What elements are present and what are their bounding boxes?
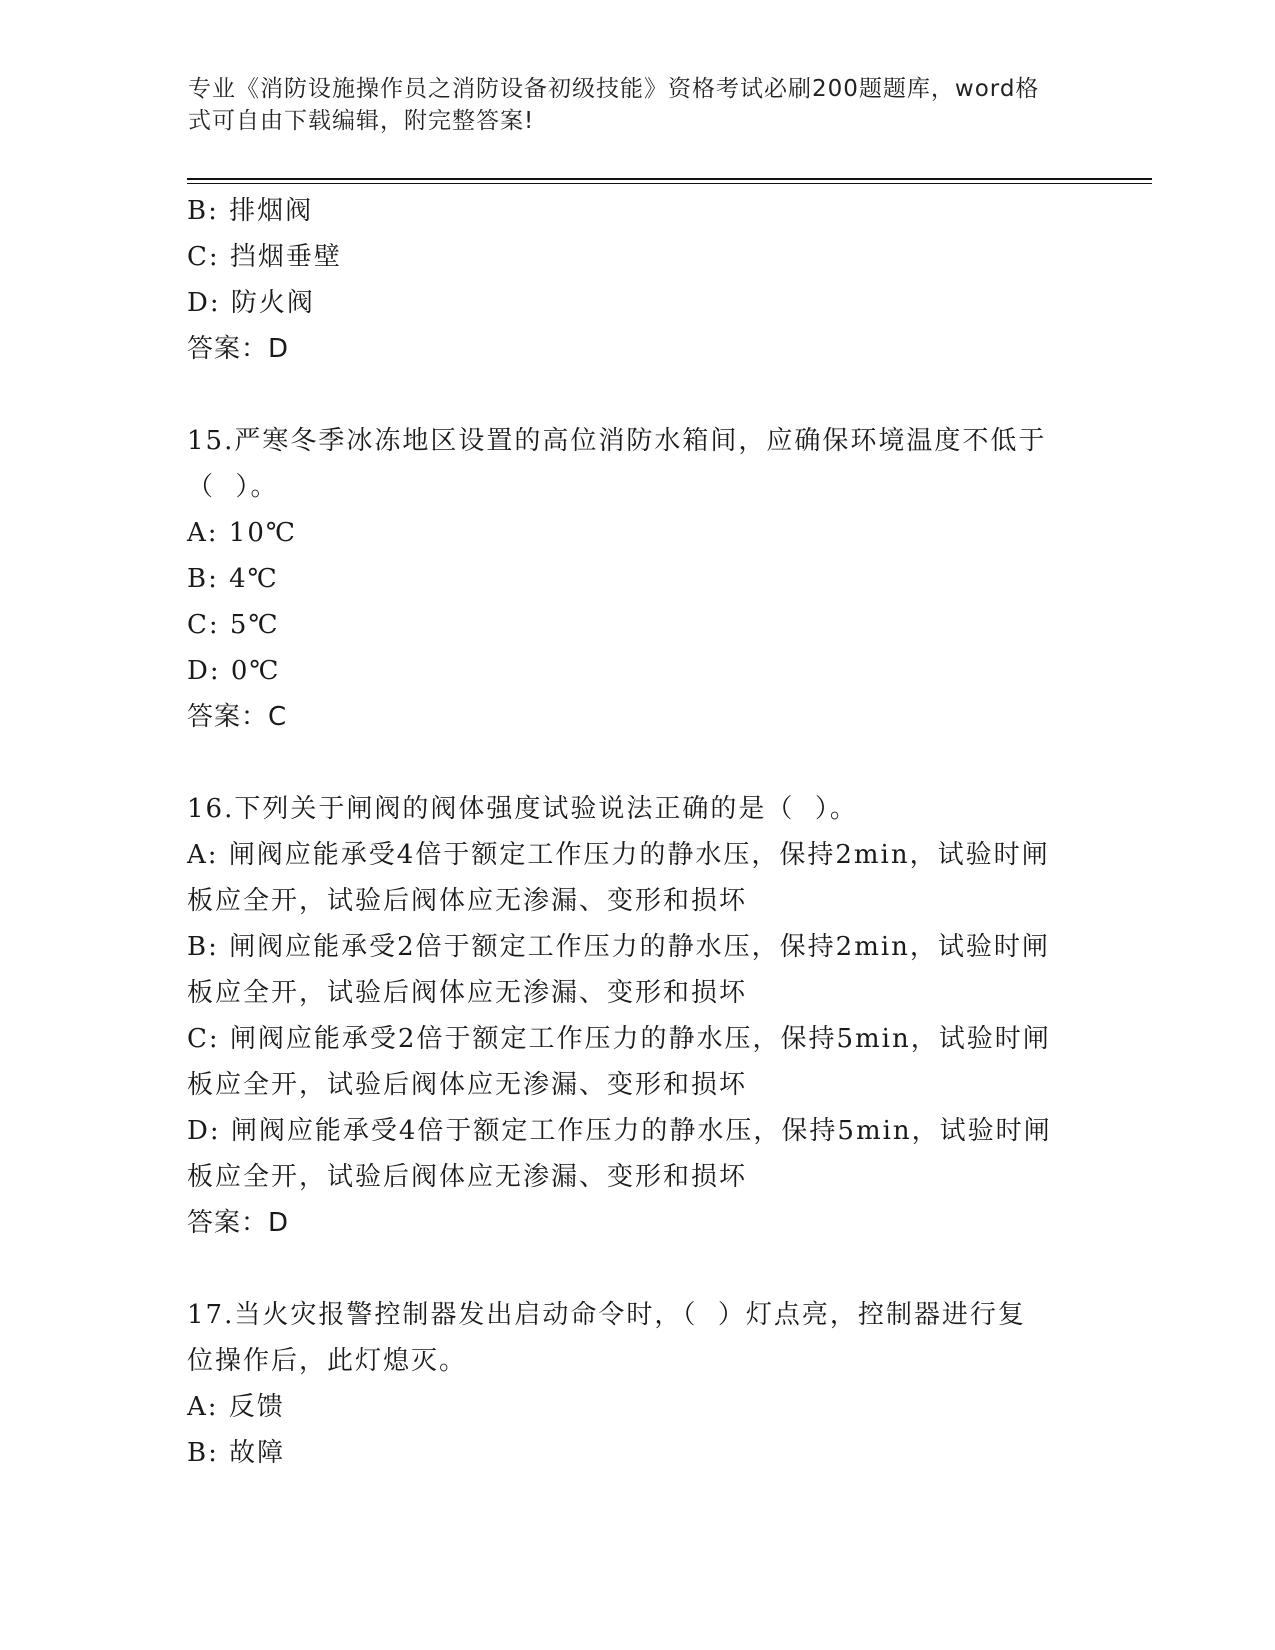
document-content — [187, 188, 1087, 1476]
question-stem: 17.当火灾报警控制器发出启动命令时，（ ）灯点亮，控制器进行复 — [187, 1300, 1026, 1330]
question-stem-continued: （ ）。 — [187, 472, 279, 502]
option-b: B: 排烟阀 — [187, 196, 314, 226]
option-d: D: 防火阀 — [187, 288, 315, 318]
option-a: A: 闸阀应能承受4倍于额定工作压力的静水压，保持2min，试验时闸 — [187, 840, 1050, 870]
option-c: C: 挡烟垂壁 — [187, 242, 342, 272]
option-b: B: 故障 — [187, 1438, 286, 1468]
option-d: D: 0℃ — [187, 656, 281, 686]
option-c: C: 闸阀应能承受2倍于额定工作压力的静水压，保持5min，试验时闸 — [187, 1024, 1051, 1054]
answer: 答案：D — [187, 1208, 290, 1238]
question-stem: 15.严寒冬季冰冻地区设置的高位消防水箱间，应确保环境温度不低于 — [187, 426, 1047, 456]
option-d: D: 闸阀应能承受4倍于额定工作压力的静水压，保持5min，试验时闸 — [187, 1116, 1052, 1146]
option-c: C: 5℃ — [187, 610, 280, 640]
option-b: B: 4℃ — [187, 564, 279, 594]
option-a: A: 10℃ — [187, 518, 297, 548]
question-15 — [187, 418, 1087, 740]
spacer — [187, 740, 1087, 786]
question-14-tail — [187, 188, 1087, 372]
header-rule-thin — [187, 183, 1152, 184]
option-a-continued: 板应全开，试验后阀体应无渗漏、变形和损坏 — [187, 886, 748, 916]
header-rule-thick — [187, 178, 1152, 180]
question-stem-continued: 位操作后，此灯熄灭。 — [187, 1346, 468, 1376]
header-line-1: 专业《消防设施操作员之消防设备初级技能》资格考试必刷200题题库，word格 — [188, 76, 1040, 102]
spacer — [187, 1246, 1087, 1292]
option-c-continued: 板应全开，试验后阀体应无渗漏、变形和损坏 — [187, 1070, 748, 1100]
header-line-2: 式可自由下载编辑，附完整答案! — [188, 108, 535, 134]
answer: 答案：D — [187, 334, 290, 364]
spacer — [187, 372, 1087, 418]
document-header — [188, 73, 1068, 137]
option-b: B: 闸阀应能承受2倍于额定工作压力的静水压，保持2min，试验时闸 — [187, 932, 1050, 962]
question-17 — [187, 1292, 1087, 1476]
option-b-continued: 板应全开，试验后阀体应无渗漏、变形和损坏 — [187, 978, 748, 1008]
option-a: A: 反馈 — [187, 1392, 285, 1422]
answer: 答案：C — [187, 702, 288, 732]
question-stem: 16.下列关于闸阀的阀体强度试验说法正确的是（ ）。 — [187, 794, 858, 824]
question-16 — [187, 786, 1087, 1246]
option-d-continued: 板应全开，试验后阀体应无渗漏、变形和损坏 — [187, 1162, 748, 1192]
